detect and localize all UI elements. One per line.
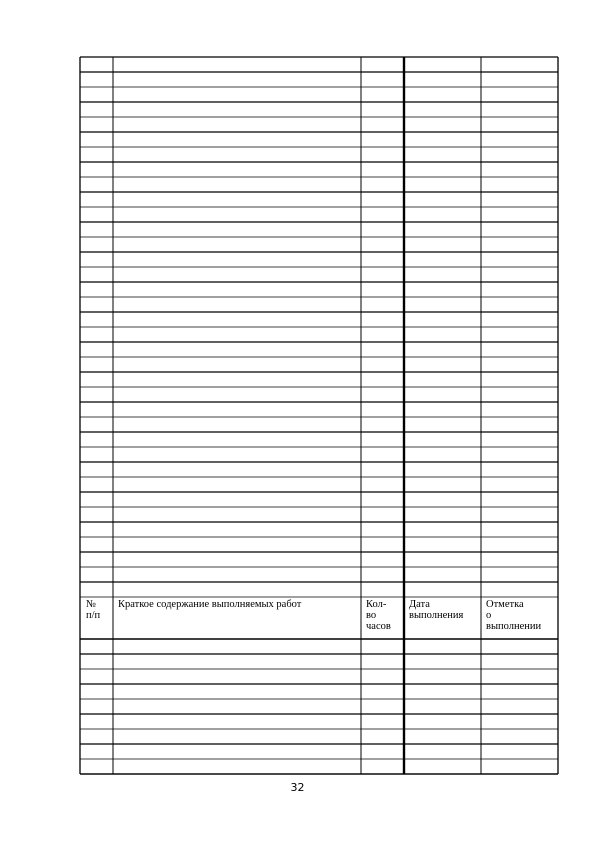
header-mark — [486, 599, 541, 632]
header-number — [86, 599, 100, 621]
header-text-line: выполнении — [486, 621, 542, 632]
header-text-line: Кол- — [366, 599, 387, 610]
header-text-line: о — [486, 610, 492, 621]
header-text-line: Дата — [409, 599, 430, 610]
header-text-line: п/п — [86, 610, 101, 621]
header-work-content — [118, 599, 301, 610]
header-hours — [366, 599, 391, 632]
header-text-line: часов — [366, 621, 391, 632]
header-text-line: выполнения — [409, 610, 464, 621]
header-text-line: Краткое содержание выполняемых работ — [118, 599, 302, 610]
header-text-line: во — [366, 610, 377, 621]
header-date — [409, 599, 463, 621]
header-text-line: Отметка — [486, 599, 524, 610]
header-text-line: № — [86, 599, 97, 610]
page-number: 32 — [290, 781, 305, 794]
